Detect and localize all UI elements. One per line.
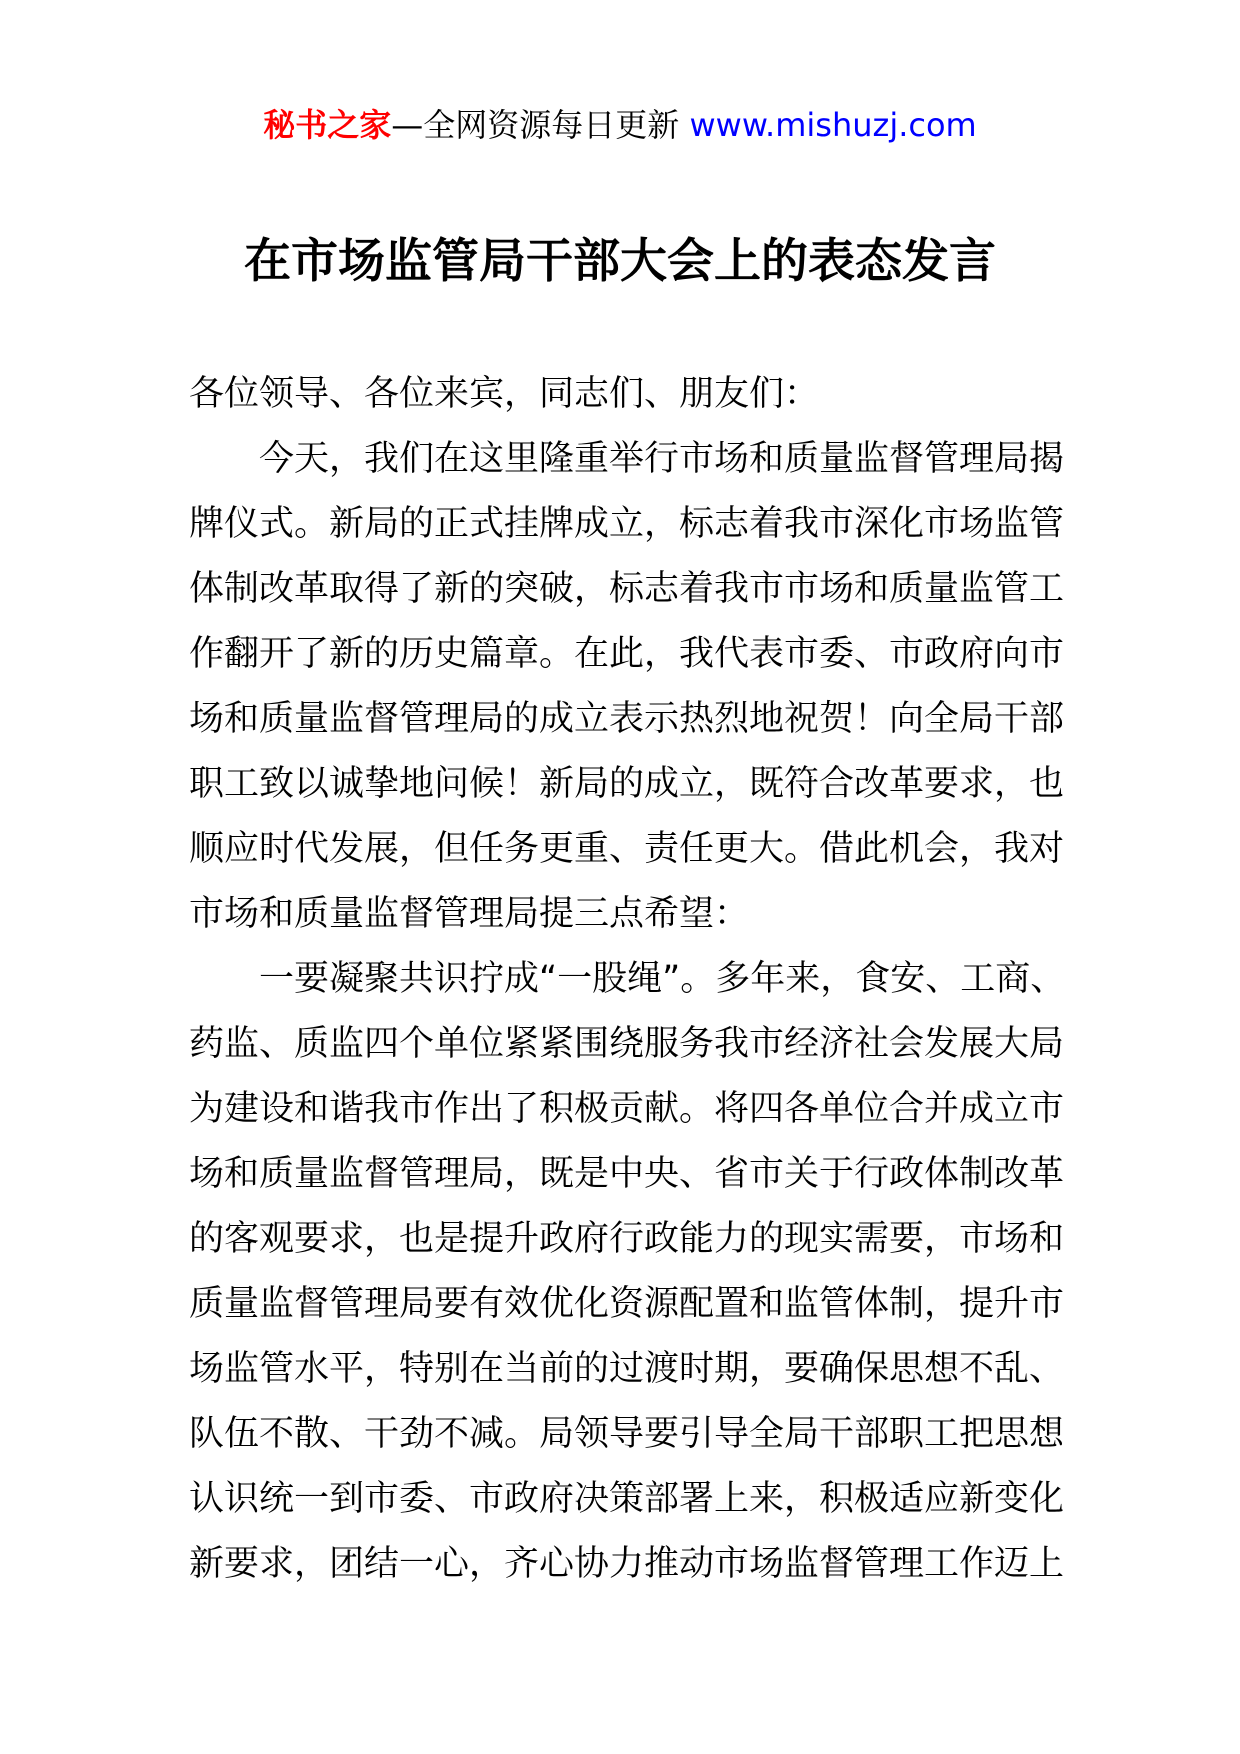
header-tagline: —全网资源每日更新 xyxy=(391,106,690,144)
document-body xyxy=(189,362,1089,1597)
text-line: 各位领导、各位来宾，同志们、朋友们： xyxy=(189,374,820,414)
text-line: 质量监督管理局要有效优化资源配置和监管体制，提升市 xyxy=(189,1284,1065,1324)
text-line: 药监、质监四个单位紧紧围绕服务我市经济社会发展大局 xyxy=(189,1024,1065,1064)
text-line: 牌仪式。新局的正式挂牌成立，标志着我市深化市场监管 xyxy=(189,504,1065,544)
text-line: 市场和质量监督管理局提三点希望： xyxy=(189,894,750,934)
text-line: 顺应时代发展，但任务更重、责任更大。借此机会，我对 xyxy=(189,829,1065,869)
text-line: 队伍不散、干劲不减。局领导要引导全局干部职工把思想 xyxy=(189,1414,1065,1454)
text-line: 今天，我们在这里隆重举行市场和质量监督管理局揭 xyxy=(259,439,1065,479)
text-line: 场和质量监督管理局，既是中央、省市关于行政体制改革 xyxy=(189,1154,1065,1194)
text-line: 一要凝聚共识拧成“一股绳”。多年来，食安、工商、 xyxy=(259,959,1066,999)
text-line: 为建设和谐我市作出了积极贡献。将四各单位合并成立市 xyxy=(189,1089,1065,1129)
site-url-link[interactable]: www.mishuzj.com xyxy=(689,106,977,144)
text-line: 的客观要求，也是提升政府行政能力的现实需要，市场和 xyxy=(189,1219,1065,1259)
document-title: 在市场监管局干部大会上的表态发言 xyxy=(244,234,996,289)
text-line: 体制改革取得了新的突破，标志着我市市场和质量监管工 xyxy=(189,569,1065,609)
text-line: 新要求，团结一心，齐心协力推动市场监督管理工作迈上 xyxy=(189,1544,1065,1584)
site-header xyxy=(0,100,1240,146)
text-line: 职工致以诚挚地问候！新局的成立，既符合改革要求，也 xyxy=(189,764,1065,804)
text-line: 作翻开了新的历史篇章。在此，我代表市委、市政府向市 xyxy=(189,634,1065,674)
brand-name: 秘书之家 xyxy=(263,106,392,144)
text-line: 认识统一到市委、市政府决策部署上来，积极适应新变化 xyxy=(189,1479,1065,1519)
text-line: 场监管水平，特别在当前的过渡时期，要确保思想不乱、 xyxy=(189,1349,1065,1389)
text-line: 场和质量监督管理局的成立表示热烈地祝贺！向全局干部 xyxy=(189,699,1065,739)
